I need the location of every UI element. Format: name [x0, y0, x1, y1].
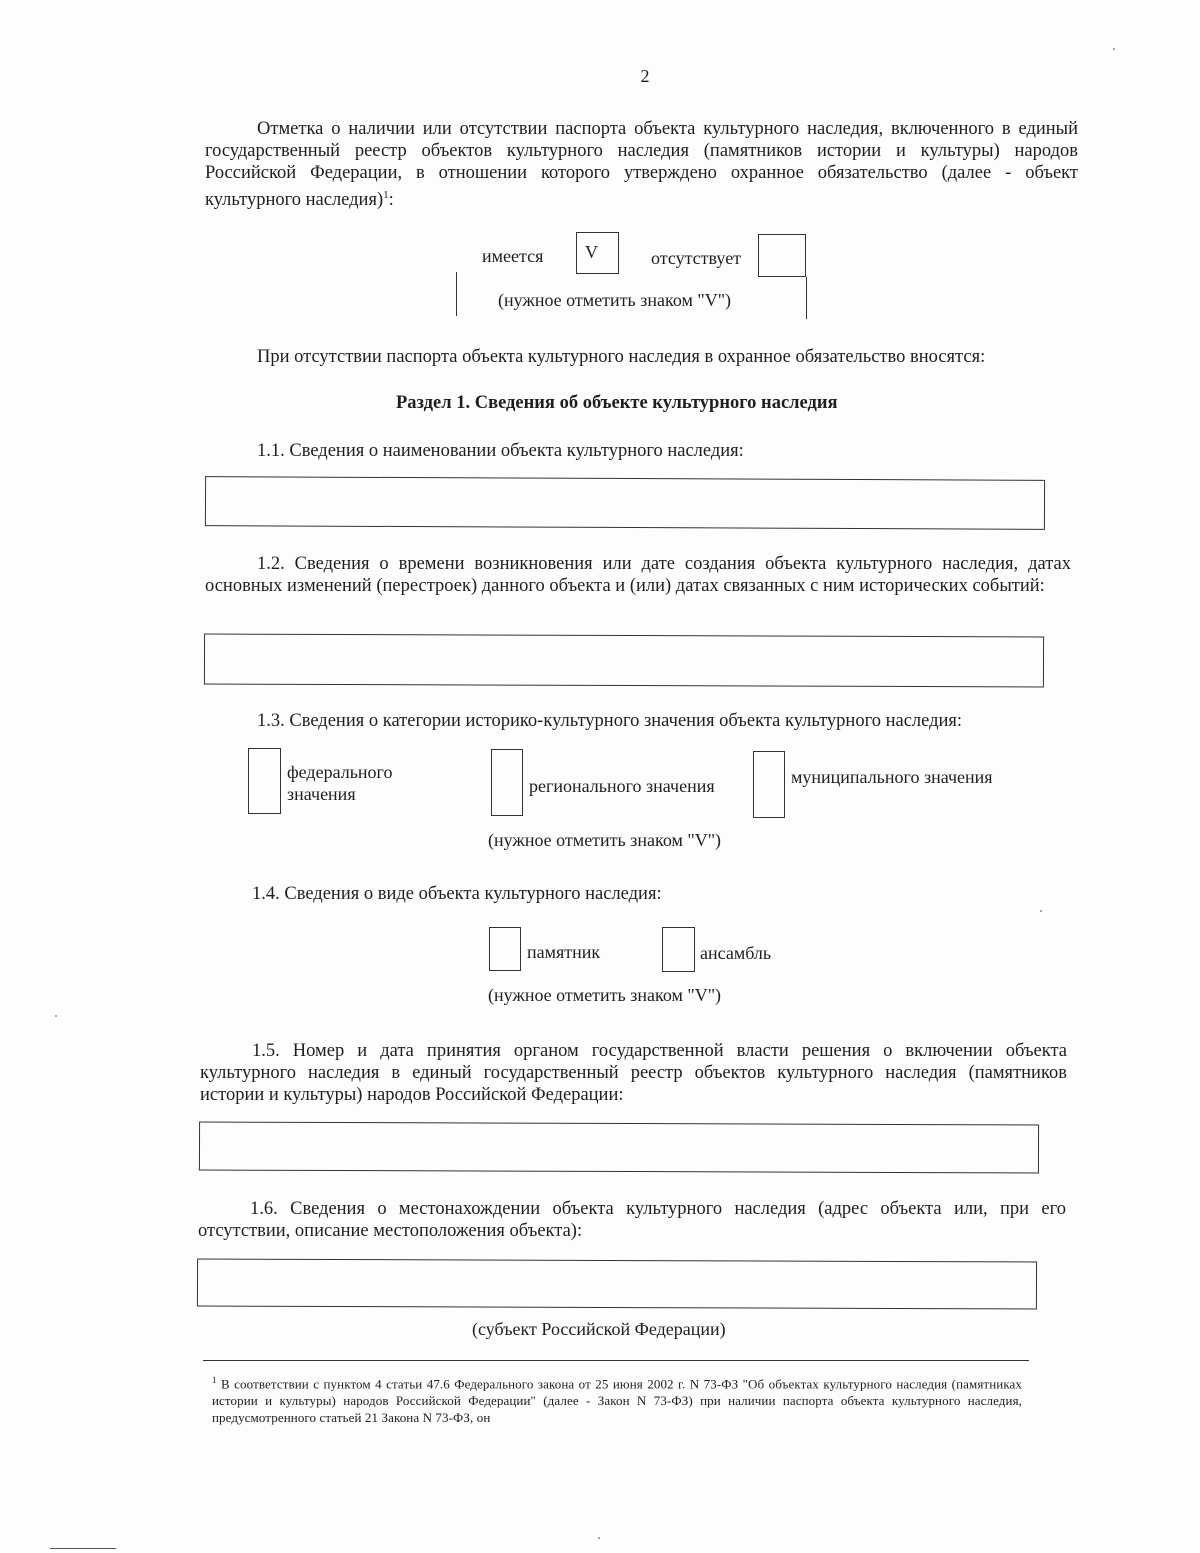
s1-2-field[interactable]: [204, 634, 1044, 688]
passport-has-mark: V: [585, 242, 598, 262]
category-federal-line2: значения: [287, 784, 356, 804]
passport-has-label: имеется: [482, 246, 544, 266]
type-monument-checkbox[interactable]: [489, 927, 521, 971]
s1-2-label: 1.2. Сведения о времени возникновения или дате создания объекта культурного наследия, датах основных изменений (перестроек) данного объекта и (или) датах связанных с ним исторических событий:: [205, 554, 1071, 596]
s1-6-label: 1.6. Сведения о местонахождении объекта культурного наследия (адрес объекта или, при его отсутствии, описание местоположения объекта):: [198, 1199, 1066, 1241]
s1-3-label: 1.3. Сведения о категории историко-культурного значения объекта культурного наследия:: [257, 711, 963, 731]
s1-4-note: (нужное отметить знаком "V"): [488, 985, 722, 1005]
scan-mark-bottom: [50, 1548, 116, 1549]
category-federal-label: [287, 761, 392, 805]
bracket-left: [456, 272, 457, 316]
s1-3-note: (нужное отметить знаком "V"): [488, 830, 722, 850]
type-monument-label: памятник: [527, 942, 601, 962]
s1-6-paragraph: [198, 1198, 1066, 1242]
scan-speck: [1040, 910, 1042, 912]
passport-has-checkbox[interactable]: [576, 232, 619, 274]
passport-absent-checkbox[interactable]: [758, 234, 806, 277]
category-regional-checkbox[interactable]: [491, 749, 523, 816]
page-number: 2: [640, 66, 650, 86]
intro-paragraph: [205, 118, 1078, 211]
passport-absent-label: отсутствует: [651, 248, 742, 268]
s1-1-field[interactable]: [205, 476, 1045, 530]
section-title: Раздел 1. Сведения об объекте культурного наследия: [396, 393, 838, 413]
s1-5-field[interactable]: [199, 1122, 1039, 1174]
type-ensemble-label: ансамбль: [700, 943, 772, 963]
category-municipal-label: муниципального значения: [791, 767, 993, 787]
category-federal-line1: федерального: [287, 762, 393, 782]
s1-6-field[interactable]: [197, 1259, 1037, 1310]
type-ensemble-checkbox[interactable]: [662, 927, 695, 972]
footnote-separator: [203, 1360, 1029, 1361]
category-municipal-checkbox[interactable]: [753, 751, 785, 818]
intro-colon: :: [388, 190, 394, 211]
s1-2-paragraph: [205, 553, 1071, 597]
category-federal-checkbox[interactable]: [248, 748, 281, 814]
category-regional-label: регионального значения: [529, 776, 715, 796]
s1-5-paragraph: [200, 1040, 1067, 1106]
scan-speck: [1113, 48, 1115, 50]
s1-4-label: 1.4. Сведения о виде объекта культурного наследия:: [252, 884, 662, 904]
bracket-right: [806, 277, 807, 319]
footnote-ref: 1: [383, 189, 389, 201]
passport-note: (нужное отметить знаком "V"): [498, 290, 732, 310]
footnote-text: В соответствии с пунктом 4 статьи 47.6 Федерального закона от 25 июня 2002 г. N 73-ФЗ "Об объектах культурного наследия (памятниках истории и культуры) народов Российской Федерации" (далее - Закон N 73-ФЗ) при наличии паспорта объекта культурного наследия, предусмотренного статьей 21 Закона N 73-ФЗ, он: [212, 1376, 1023, 1426]
scan-speck: [598, 1537, 600, 1539]
s1-1-label: 1.1. Сведения о наименовании объекта культурного наследия:: [257, 441, 744, 461]
absence-text: При отсутствии паспорта объекта культурного наследия в охранное обязательство вносятся:: [257, 347, 986, 367]
footnote: [212, 1372, 1022, 1426]
scan-speck: [55, 1015, 57, 1017]
s1-5-label: 1.5. Номер и дата принятия органом государственной власти решения о включении объекта культурного наследия в единый государственный реестр объектов культурного наследия (памятников истории и культуры) народов Российской Федерации:: [200, 1041, 1067, 1105]
s1-6-caption: (субъект Российской Федерации): [472, 1319, 726, 1339]
footnote-marker: 1: [212, 1375, 217, 1385]
intro-text: Отметка о наличии или отсутствии паспорта объекта культурного наследия, включенного в единый государственный реестр объектов культурного наследия (памятников истории и культуры) народов Российской Федерации, в отношении которого утверждено охранное обязательство (далее - объект культурного наследия): [205, 119, 1078, 211]
